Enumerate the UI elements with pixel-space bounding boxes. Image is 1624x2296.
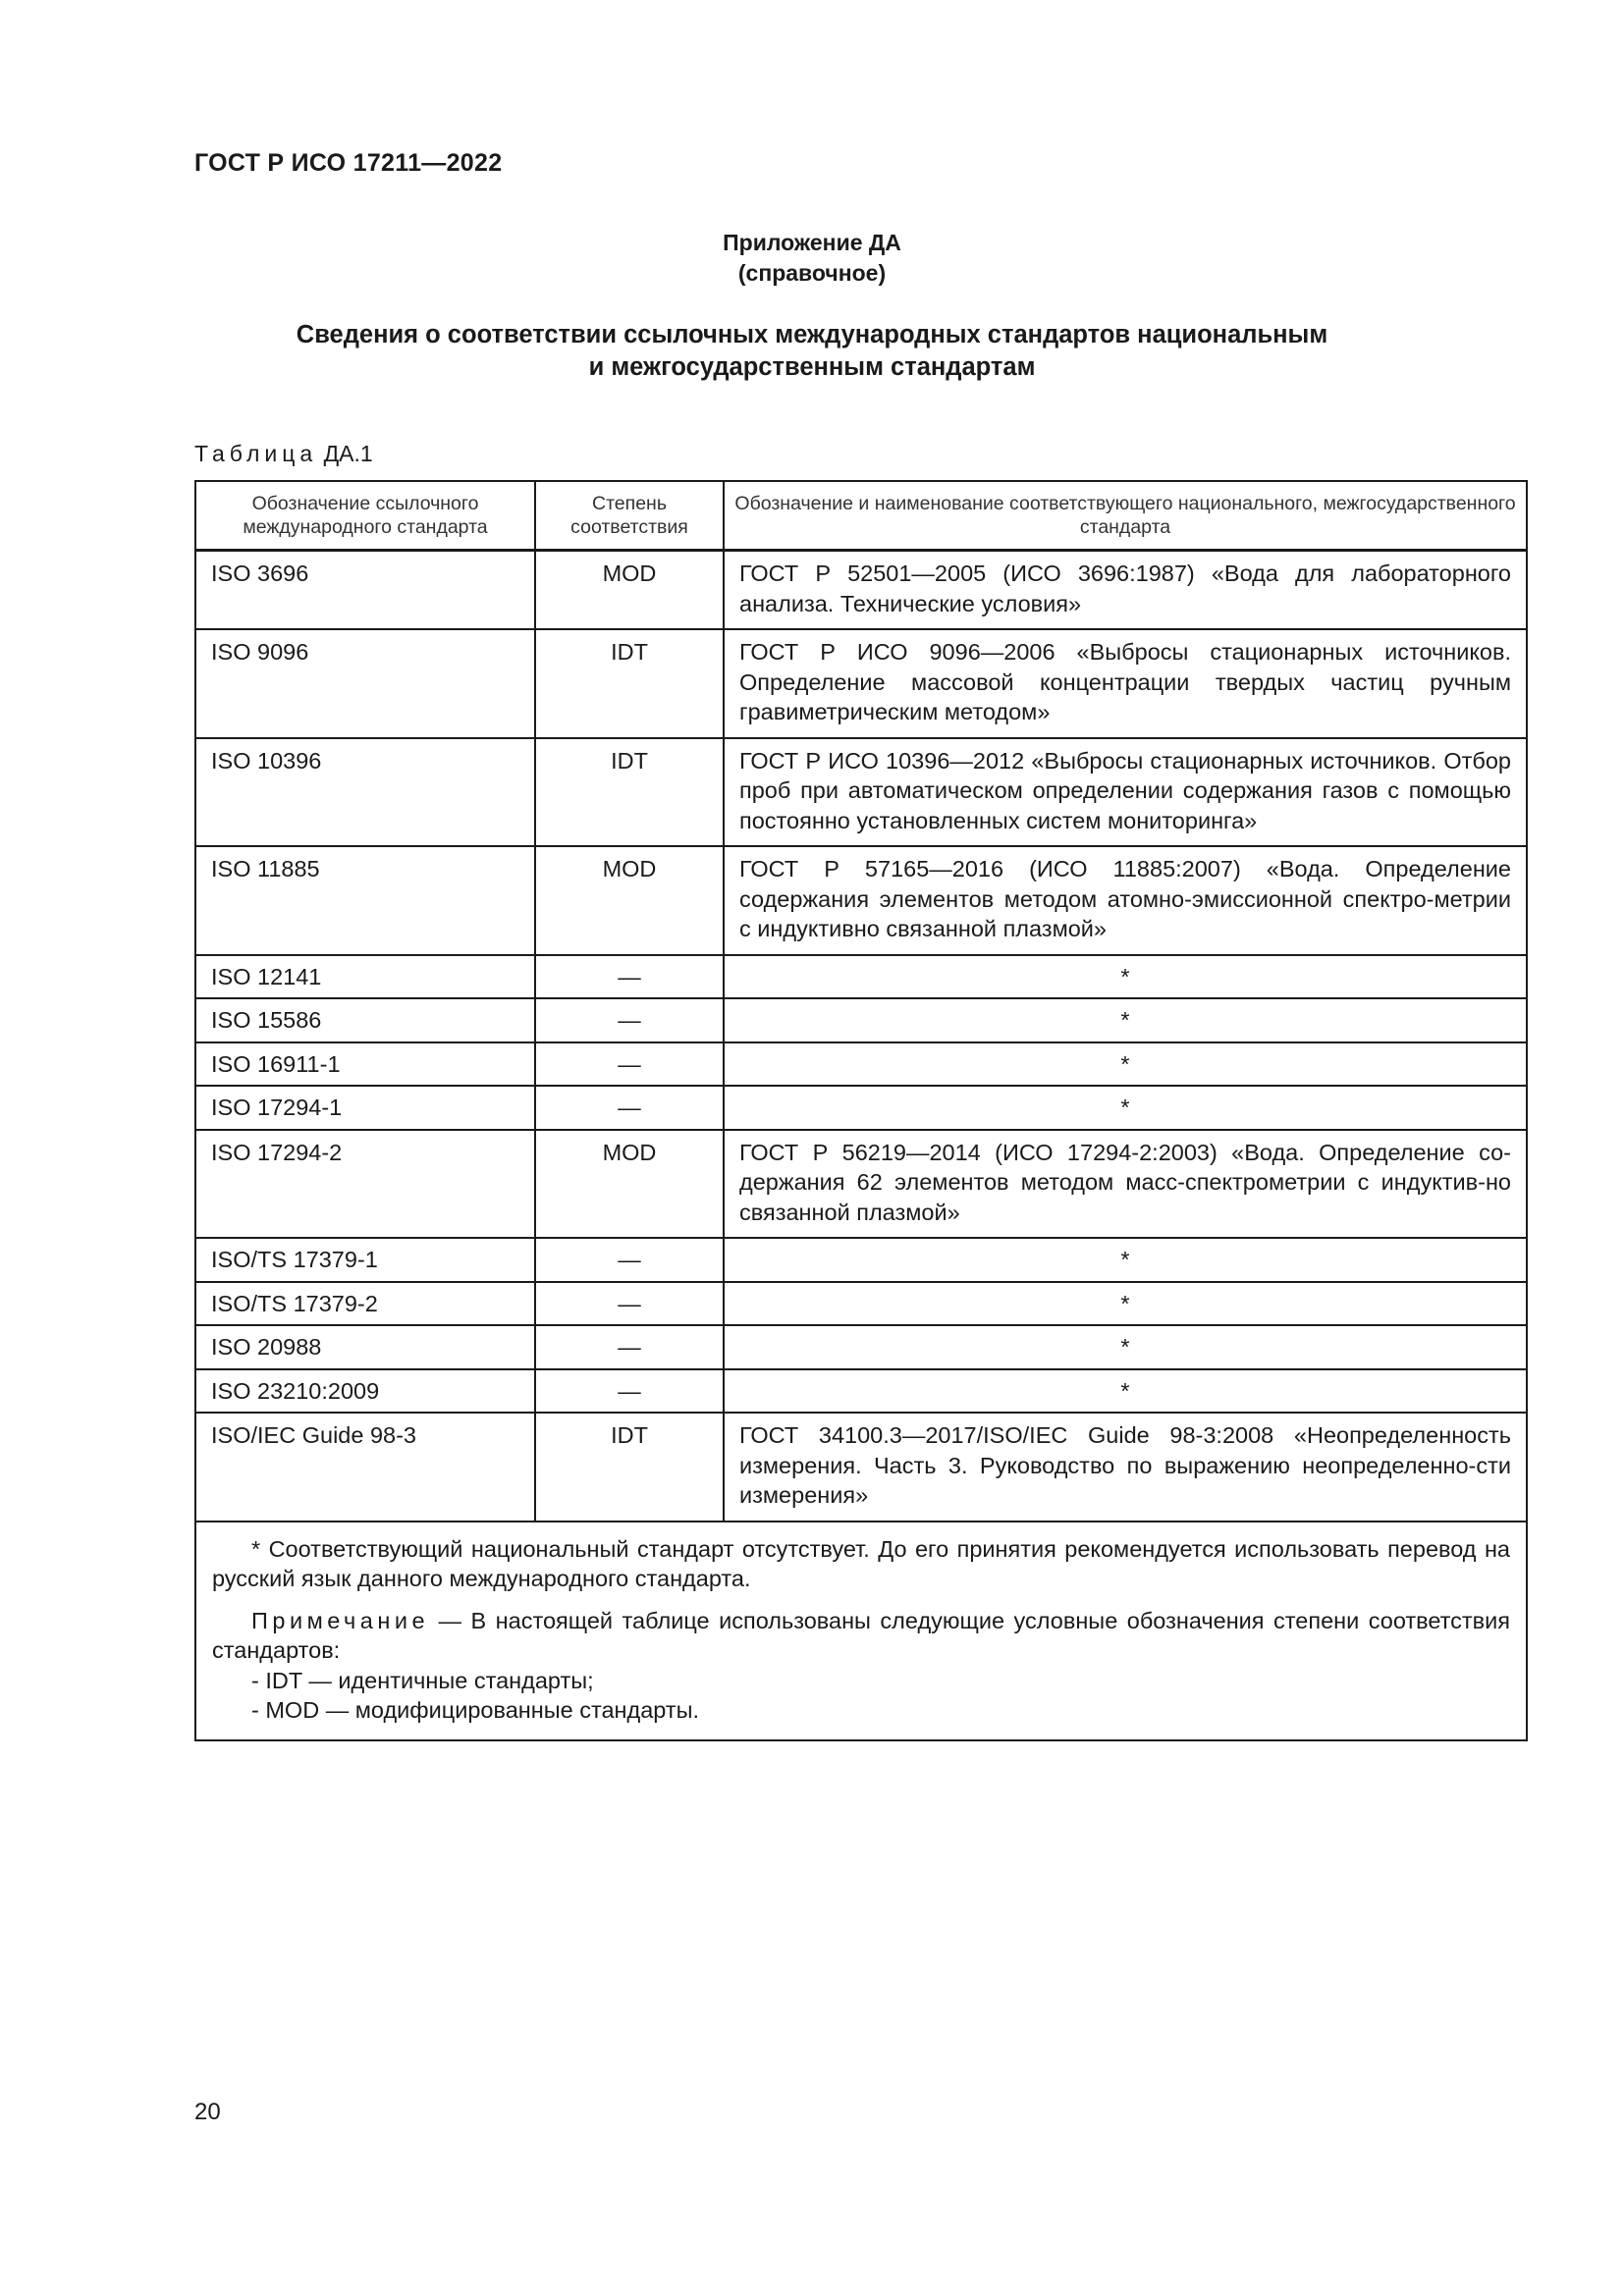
table-row xyxy=(195,551,1527,630)
header-degree: Степень соответствия xyxy=(535,481,724,551)
table-row xyxy=(195,998,1527,1042)
table-header-row xyxy=(195,481,1527,551)
annex-subtitle: (справочное) xyxy=(737,260,887,286)
cell-standard: ISO 12141 xyxy=(195,955,535,999)
annex-title: Приложение ДА xyxy=(723,230,901,255)
table-row xyxy=(195,738,1527,847)
section-title-line-2: и межгосударственным стандартам xyxy=(588,353,1036,381)
cell-degree: — xyxy=(535,998,724,1042)
document-header: ГОСТ Р ИСО 17211—2022 xyxy=(194,149,503,177)
cell-national: * xyxy=(724,1369,1527,1414)
table-caption xyxy=(194,441,373,467)
cell-national: * xyxy=(724,1042,1527,1087)
table-row xyxy=(195,1086,1527,1130)
cell-degree: MOD xyxy=(535,551,724,630)
annex-heading xyxy=(0,228,1624,289)
table-row xyxy=(195,1282,1527,1326)
cell-degree: — xyxy=(535,1086,724,1130)
note-label: Примечание xyxy=(251,1607,430,1633)
table-row xyxy=(195,1369,1527,1414)
cell-standard: ISO 3696 xyxy=(195,551,535,630)
table-row xyxy=(195,1042,1527,1087)
table-footnote: * Соответствующий национальный стандарт отсутствует. До его принятия рекомендуется использовать перевод на русский язык данного международного стандарта. xyxy=(212,1535,1510,1591)
header-national: Обозначение и наименование соответствующего национального, межгосударственного стандарта xyxy=(724,481,1527,551)
cell-degree: IDT xyxy=(535,629,724,738)
cell-standard: ISO/IEC Guide 98-3 xyxy=(195,1413,535,1522)
cell-standard: ISO 10396 xyxy=(195,738,535,847)
cell-degree: MOD xyxy=(535,846,724,955)
cell-degree: MOD xyxy=(535,1130,724,1239)
note-text: — В настоящей таблице использованы следующие условные обозначения степени соответствия стандартов: xyxy=(212,1607,1510,1663)
table-caption-word: Таблица xyxy=(194,441,318,466)
table-body xyxy=(195,551,1527,1522)
cell-standard: ISO/TS 17379-2 xyxy=(195,1282,535,1326)
cell-degree: — xyxy=(535,1042,724,1087)
table-row xyxy=(195,1238,1527,1282)
table-row xyxy=(195,846,1527,955)
section-title-line-1: Сведения о соответствии ссылочных международных стандартов национальным xyxy=(296,321,1328,348)
cell-national: * xyxy=(724,998,1527,1042)
cell-standard: ISO 15586 xyxy=(195,998,535,1042)
cell-degree: — xyxy=(535,1325,724,1369)
cell-national: ГОСТ Р 52501—2005 (ИСО 3696:1987) «Вода для лабораторного анализа. Технические условия» xyxy=(724,551,1527,630)
table-row xyxy=(195,1130,1527,1239)
cell-degree: IDT xyxy=(535,738,724,847)
cell-national: * xyxy=(724,1086,1527,1130)
table-row xyxy=(195,955,1527,999)
table-row xyxy=(195,1413,1527,1522)
cell-standard: ISO 17294-1 xyxy=(195,1086,535,1130)
cell-degree: IDT xyxy=(535,1413,724,1522)
cell-standard: ISO 9096 xyxy=(195,629,535,738)
table-row xyxy=(195,629,1527,738)
cell-degree: — xyxy=(535,1282,724,1326)
cell-national: * xyxy=(724,1238,1527,1282)
cell-national: * xyxy=(724,955,1527,999)
table-caption-id: ДА.1 xyxy=(323,441,373,466)
note-item-mod: - MOD — модифицированные стандарты. xyxy=(251,1697,700,1723)
cell-standard: ISO/TS 17379-1 xyxy=(195,1238,535,1282)
cell-degree: — xyxy=(535,1238,724,1282)
cell-standard: ISO 17294-2 xyxy=(195,1130,535,1239)
cell-standard: ISO 20988 xyxy=(195,1325,535,1369)
cell-national: ГОСТ Р 56219—2014 (ИСО 17294-2:2003) «Вода. Определение со-держания 62 элементов методом масс-спектрометрии с индуктив-но связанной плазмой» xyxy=(724,1130,1527,1239)
table-footer-row xyxy=(195,1522,1527,1740)
cell-standard: ISO 16911-1 xyxy=(195,1042,535,1087)
table-note xyxy=(212,1606,1510,1666)
table-footer xyxy=(195,1522,1527,1740)
cell-degree: — xyxy=(535,1369,724,1414)
header-standard: Обозначение ссылочного международного стандарта xyxy=(195,481,535,551)
cell-degree: — xyxy=(535,955,724,999)
cell-national: ГОСТ Р ИСО 9096—2006 «Выбросы стационарных источников. Определение массовой концентрации твердых частиц ручным гравиметрическим методом» xyxy=(724,629,1527,738)
note-item-idt: - IDT — идентичные стандарты; xyxy=(251,1667,594,1693)
correspondence-table xyxy=(194,480,1528,1741)
cell-national: ГОСТ 34100.3—2017/ISO/IEC Guide 98-3:2008 «Неопределенность измерения. Часть 3. Руководство по выражению неопределенно-сти измерения» xyxy=(724,1413,1527,1522)
table-row xyxy=(195,1325,1527,1369)
section-title xyxy=(0,319,1624,384)
cell-national: ГОСТ Р 57165—2016 (ИСО 11885:2007) «Вода. Определение содержания элементов методом атомно-эмиссионной спектро-метрии с индуктивно связанной плазмой» xyxy=(724,846,1527,955)
page-number: 20 xyxy=(194,2099,221,2125)
cell-national: ГОСТ Р ИСО 10396—2012 «Выбросы стационарных источников. Отбор проб при автоматическом определении содержания газов с помощью постоянно установленных систем мониторинга» xyxy=(724,738,1527,847)
cell-standard: ISO 11885 xyxy=(195,846,535,955)
cell-national: * xyxy=(724,1282,1527,1326)
cell-standard: ISO 23210:2009 xyxy=(195,1369,535,1414)
cell-national: * xyxy=(724,1325,1527,1369)
